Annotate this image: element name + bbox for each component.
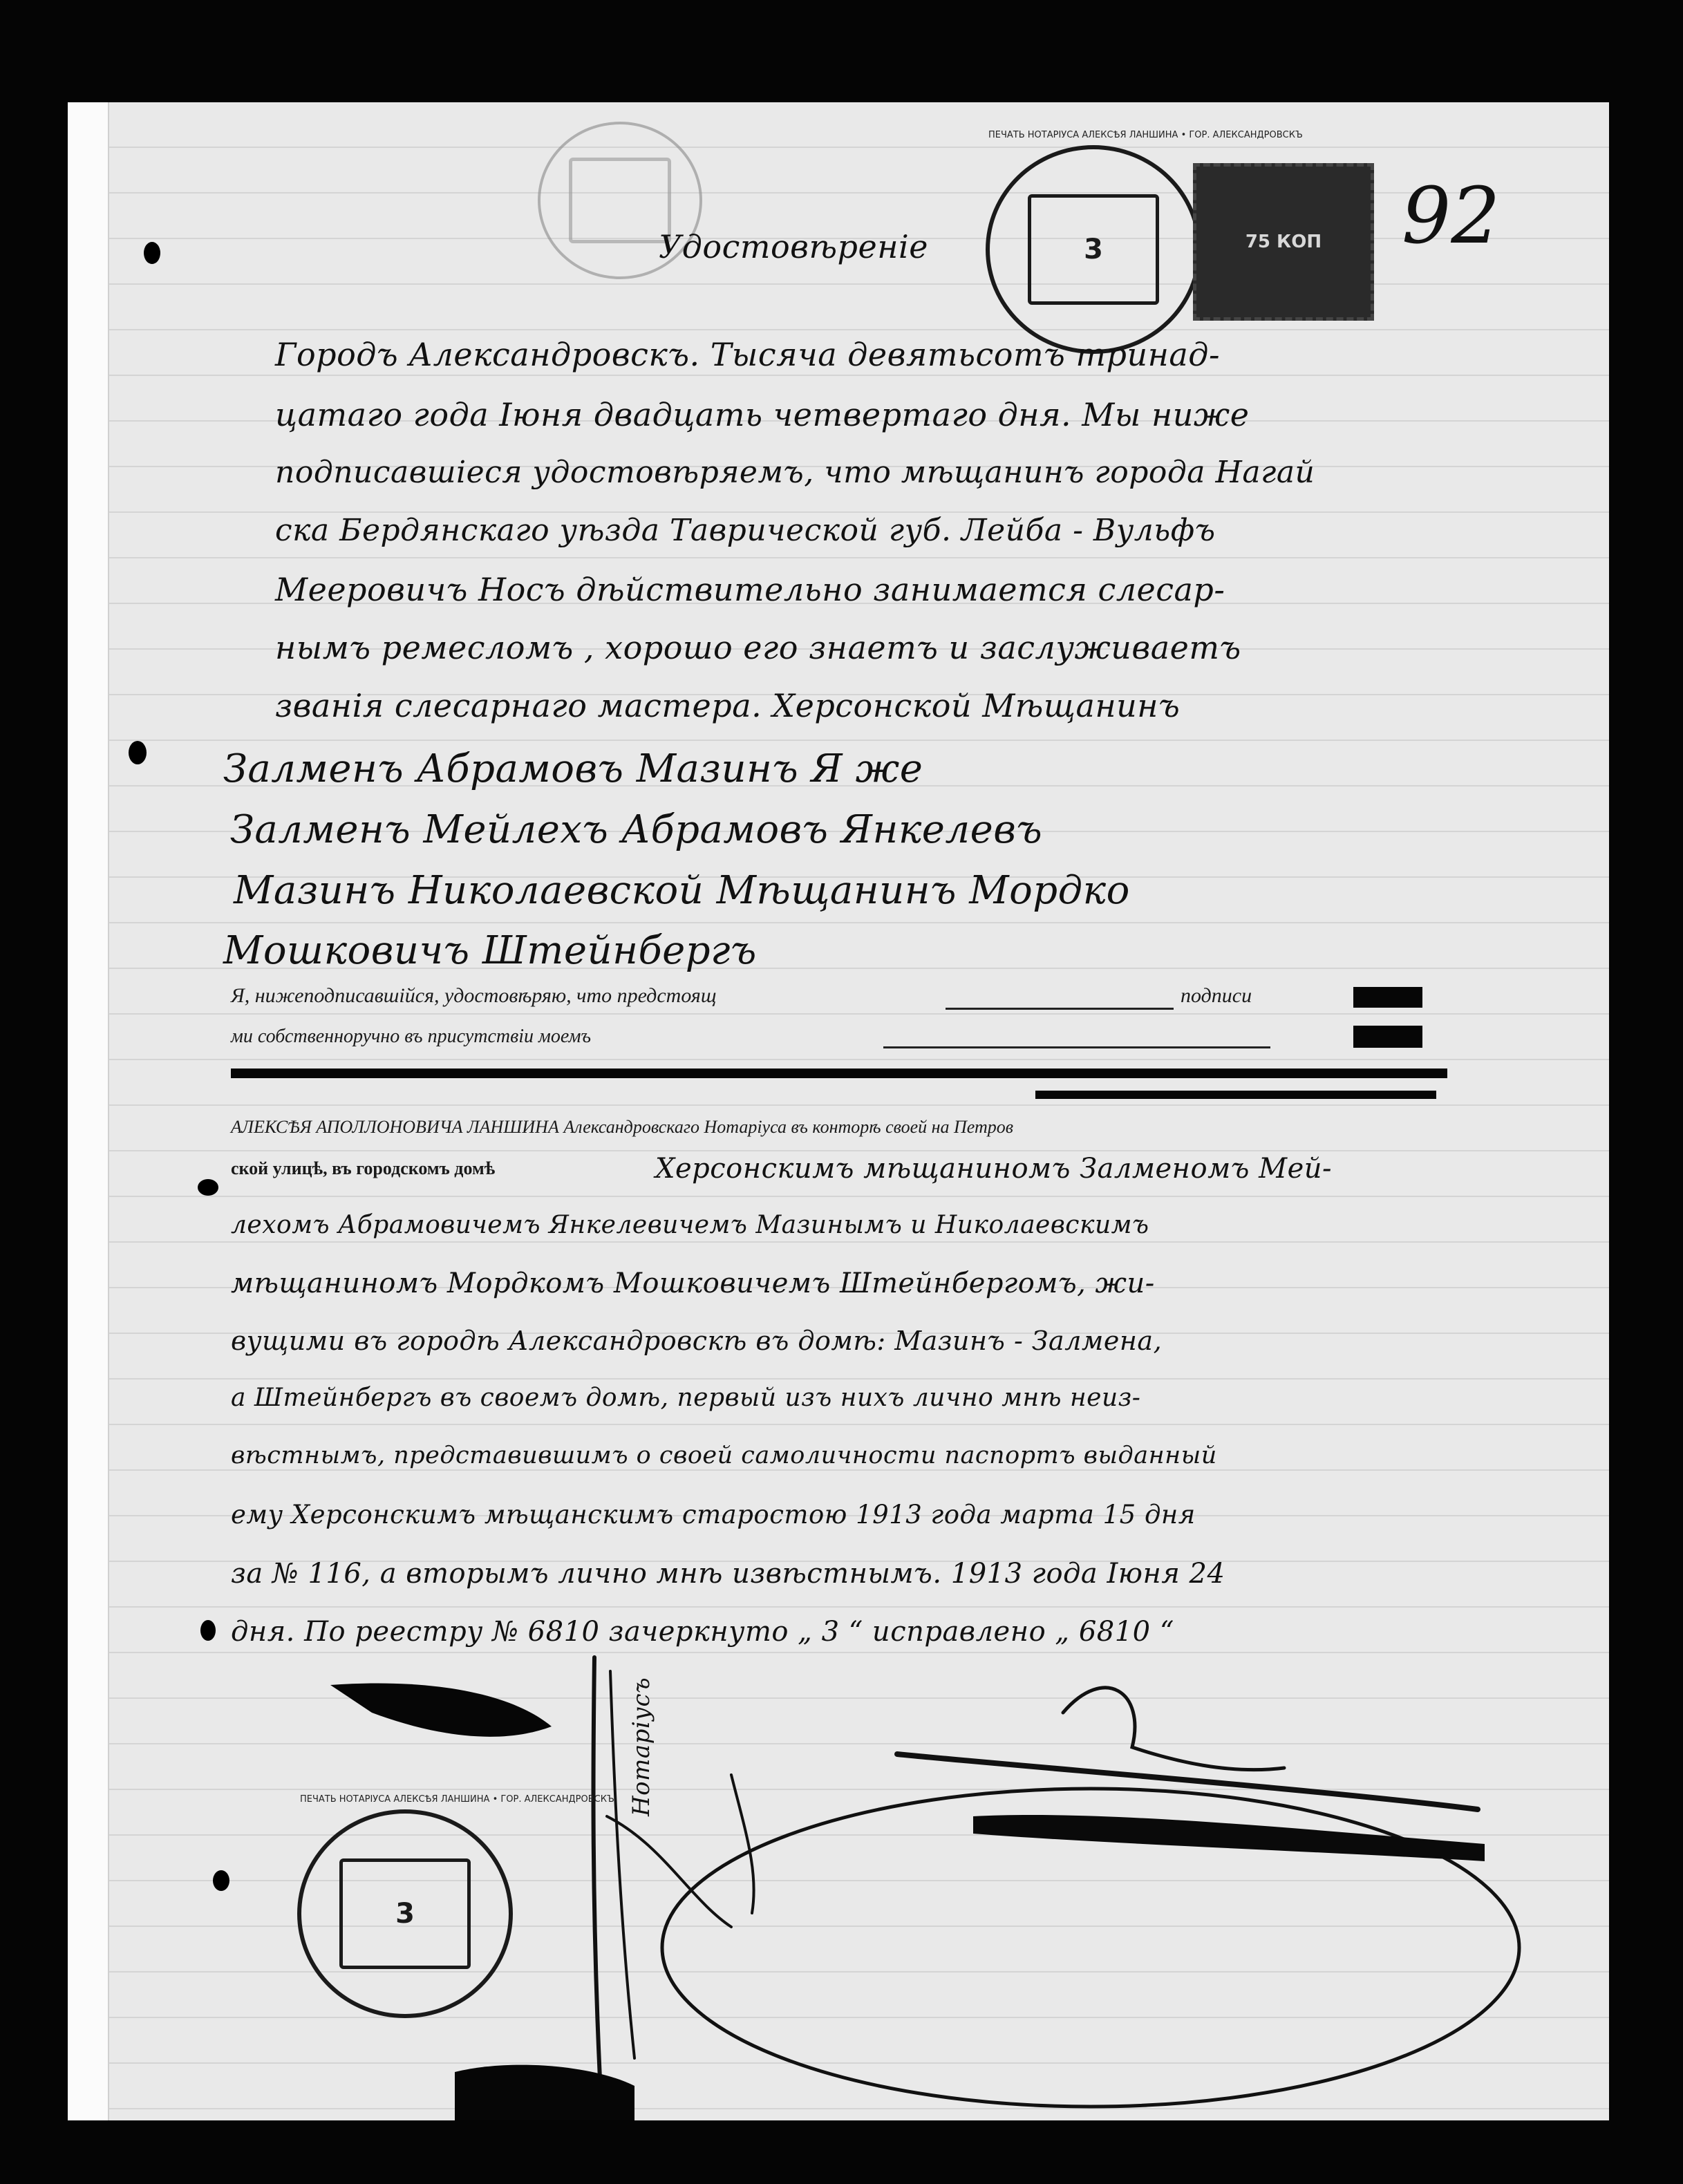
- body-line: Мошковичъ Штейнбергъ: [223, 928, 757, 973]
- body-line: нымъ ремесломъ , хорошо его знаетъ и заслуживаетъ: [275, 629, 1241, 666]
- body-line: Залменъ Абрамовъ Мазинъ Я же: [223, 746, 923, 791]
- body-line: Мазинъ Николаевской Мѣщанинъ Мордко: [234, 868, 1130, 913]
- printed-form-line-2: ми собственноручно въ присутствіи моемъ: [231, 1026, 592, 1047]
- struck-out-line: [1035, 1091, 1436, 1099]
- notary-flourish: [731, 1775, 754, 1913]
- printed-form-line-1-mid: подписи: [1181, 984, 1252, 1007]
- revenue-stamp-value: 75 КОП: [1245, 232, 1322, 252]
- struck-out-line: [231, 1069, 1447, 1078]
- seal-top-text: ПЕЧАТЬ НОТАРІУСА АЛЕКСѢЯ ЛАНШИНА • ГОР. АЛЕКСАНДРОВСКЪ: [988, 130, 1303, 140]
- ink-blot: [973, 1815, 1485, 1861]
- punch-hole: [213, 1870, 229, 1891]
- signature-flourish: [897, 1754, 1478, 1809]
- signature-oval: [662, 1789, 1519, 2107]
- notary-seal-bottom: 3: [297, 1809, 513, 2018]
- signature-flourish: [1063, 1688, 1284, 1770]
- printed-form-line-1: Я, нижеподписавшійся, удостовѣряю, что предстоящ: [231, 984, 717, 1007]
- notary-flourish: [607, 1816, 731, 1927]
- notary-line: лехомъ Абрамовичемъ Янкелевичемъ Мазинымъ и Николаевскимъ: [231, 1211, 1149, 1239]
- punch-hole: [129, 741, 147, 764]
- document-title: Удостовѣреніе: [659, 228, 928, 265]
- body-line: Городъ Александровскъ. Тысяча девятьсотъ тринад-: [275, 336, 1221, 373]
- printed-form-line-4: ской улицѣ, въ городскомъ домѣ: [231, 1158, 496, 1178]
- page-number: 92: [1402, 171, 1501, 261]
- notary-line: а Штейнбергъ въ своемъ домѣ, первый изъ нихъ лично мнѣ неиз-: [231, 1384, 1141, 1412]
- ink-blot: [455, 2065, 634, 2120]
- punch-hole: [200, 1620, 216, 1641]
- notary-line: Херсонскимъ мѣщаниномъ Залменомъ Мей-: [655, 1153, 1333, 1185]
- printed-form-line-3: АЛЕКСѢЯ АПОЛЛОНОВИЧА ЛАНШИНА Александровскаго Нотаріуса въ конторѣ своей на Петров: [231, 1117, 1014, 1137]
- punch-hole: [198, 1179, 218, 1196]
- punch-hole: [144, 242, 160, 264]
- struck-out-mark: [1353, 1026, 1422, 1048]
- notary-line: мѣщаниномъ Мордкомъ Мошковичемъ Штейнбергомъ, жи-: [231, 1268, 1155, 1299]
- notary-seal-top: 3: [986, 145, 1201, 354]
- struck-out-mark: [1353, 987, 1422, 1008]
- fill-in-line: [946, 1008, 1174, 1010]
- notary-line: за № 116, а вторымъ лично мнѣ извѣстнымъ. 1913 года Іюня 24: [231, 1558, 1225, 1590]
- revenue-stamp: [1193, 163, 1374, 321]
- ink-blot: [330, 1684, 552, 1737]
- body-line: подписавшіеся удостовѣряемъ, что мѣщанинъ города Нагай: [275, 455, 1315, 490]
- document-page: [68, 102, 1609, 2120]
- notary-signature-label: Нотаріусъ: [628, 1677, 655, 1816]
- body-line: Меерoвичъ Носъ дѣйствительно занимается слесар-: [275, 571, 1225, 608]
- body-line: ска Бердянскаго уѣзда Таврической губ. Лейба - Вульфъ: [275, 513, 1216, 548]
- notary-line: дня. По реестру № 6810 зачеркнуто „ 3 “ исправлено „ 6810 “: [231, 1616, 1174, 1648]
- body-line: Залменъ Мейлехъ Абрамовъ Янкелевъ: [230, 807, 1043, 852]
- notary-line: ему Херсонскимъ мѣщанскимъ старостою 1913 года марта 15 дня: [231, 1500, 1196, 1529]
- body-line: званія слесарнаго мастера. Херсонской Мѣщанинъ: [275, 687, 1181, 724]
- seal-bottom-text: ПЕЧАТЬ НОТАРІУСА АЛЕКСѢЯ ЛАНШИНА • ГОР. АЛЕКСАНДРОВСКЪ: [300, 1794, 614, 1805]
- notary-pen-stroke: [593, 1657, 600, 2079]
- page-margin-band: [68, 102, 109, 2120]
- notary-line: вѣстнымъ, представившимъ о своей самоличности паспортъ выданный: [231, 1442, 1217, 1469]
- fill-in-line: [883, 1046, 1270, 1048]
- notary-line: вущими въ городѣ Александровскѣ въ домѣ: Мазинъ - Залмена,: [231, 1326, 1163, 1356]
- body-line: цатаго года Іюня двадцать четвертаго дня. Мы нижe: [275, 396, 1250, 433]
